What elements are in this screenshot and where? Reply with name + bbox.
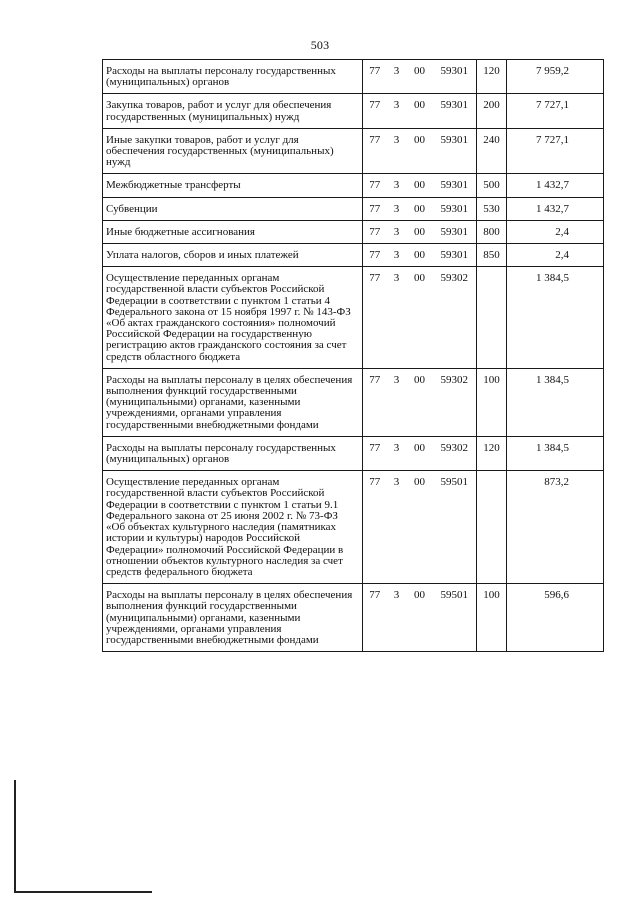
expense-type-code: 500 (477, 174, 507, 197)
section-code: 3 (387, 368, 407, 436)
expense-type-code: 100 (477, 368, 507, 436)
admin-code: 77 (363, 94, 387, 128)
target-item-code: 59302 (433, 368, 477, 436)
admin-code: 77 (363, 368, 387, 436)
expense-type-code: 120 (477, 60, 507, 94)
section-code: 3 (387, 267, 407, 369)
section-code: 3 (387, 94, 407, 128)
row-description: Осуществление переданных органам государственной власти субъектов Российской Федерации в соответствии с пунктом 1 статьи 4 Федерального закона от 15 ноября 1997 г. № 143-ФЗ «Об актах гражданского состояния» полномочий Российской Федерации на государственную регистрацию актов гражданского состояния за счет средств областного бюджета (103, 267, 363, 369)
target-item-code: 59501 (433, 471, 477, 584)
table-row (103, 174, 604, 197)
table-row (103, 128, 604, 174)
amount: 873,2 (507, 471, 604, 584)
row-description: Уплата налогов, сборов и иных платежей (103, 244, 363, 267)
amount: 1 384,5 (507, 368, 604, 436)
section-code: 3 (387, 174, 407, 197)
admin-code: 77 (363, 471, 387, 584)
admin-code: 77 (363, 128, 387, 174)
table-row (103, 60, 604, 94)
expense-type-code: 240 (477, 128, 507, 174)
table-row (103, 220, 604, 243)
row-description: Иные бюджетные ассигнования (103, 220, 363, 243)
section-code: 3 (387, 197, 407, 220)
subsection-code: 00 (407, 244, 433, 267)
expense-type-code: 800 (477, 220, 507, 243)
amount: 2,4 (507, 244, 604, 267)
expense-type-code: 120 (477, 436, 507, 470)
expense-type-code: 100 (477, 584, 507, 652)
amount: 1 432,7 (507, 197, 604, 220)
table-row (103, 267, 604, 369)
amount: 2,4 (507, 220, 604, 243)
binding-margin-line (14, 780, 16, 893)
admin-code: 77 (363, 220, 387, 243)
target-item-code: 59301 (433, 197, 477, 220)
table-row (103, 471, 604, 584)
section-code: 3 (387, 436, 407, 470)
target-item-code: 59501 (433, 584, 477, 652)
page-number: 503 (310, 38, 330, 52)
admin-code: 77 (363, 244, 387, 267)
admin-code: 77 (363, 60, 387, 94)
row-description: Межбюджетные трансферты (103, 174, 363, 197)
subsection-code: 00 (407, 94, 433, 128)
row-description: Иные закупки товаров, работ и услуг для обеспечения государственных (муниципальных) нужд (103, 128, 363, 174)
table-row (103, 244, 604, 267)
row-description: Закупка товаров, работ и услуг для обеспечения государственных (муниципальных) нужд (103, 94, 363, 128)
target-item-code: 59301 (433, 128, 477, 174)
row-description: Расходы на выплаты персоналу в целях обеспечения выполнения функций государственными (муниципальными) органами, казенными учреждениями, органами управления государственными внебюджетными фондами (103, 584, 363, 652)
target-item-code: 59301 (433, 60, 477, 94)
amount: 1 432,7 (507, 174, 604, 197)
section-code: 3 (387, 220, 407, 243)
expense-type-code: 530 (477, 197, 507, 220)
row-description: Расходы на выплаты персоналу государственных (муниципальных) органов (103, 60, 363, 94)
expense-type-code: 200 (477, 94, 507, 128)
admin-code: 77 (363, 436, 387, 470)
subsection-code: 00 (407, 471, 433, 584)
section-code: 3 (387, 60, 407, 94)
target-item-code: 59302 (433, 267, 477, 369)
expense-type-code (477, 267, 507, 369)
row-description: Субвенции (103, 197, 363, 220)
amount: 596,6 (507, 584, 604, 652)
row-description: Расходы на выплаты персоналу в целях обеспечения выполнения функций государственными (муниципальными) органами, казенными учреждениями, органами управления государственными внебюджетными фондами (103, 368, 363, 436)
amount: 1 384,5 (507, 436, 604, 470)
subsection-code: 00 (407, 368, 433, 436)
subsection-code: 00 (407, 584, 433, 652)
admin-code: 77 (363, 174, 387, 197)
table-row (103, 94, 604, 128)
section-code: 3 (387, 471, 407, 584)
admin-code: 77 (363, 197, 387, 220)
expense-type-code: 850 (477, 244, 507, 267)
target-item-code: 59301 (433, 174, 477, 197)
section-code: 3 (387, 584, 407, 652)
row-description: Расходы на выплаты персоналу государственных (муниципальных) органов (103, 436, 363, 470)
subsection-code: 00 (407, 436, 433, 470)
target-item-code: 59302 (433, 436, 477, 470)
target-item-code: 59301 (433, 94, 477, 128)
subsection-code: 00 (407, 60, 433, 94)
table-row (103, 584, 604, 652)
expense-type-code (477, 471, 507, 584)
table-row (103, 197, 604, 220)
subsection-code: 00 (407, 197, 433, 220)
section-code: 3 (387, 128, 407, 174)
admin-code: 77 (363, 584, 387, 652)
subsection-code: 00 (407, 267, 433, 369)
table-row (103, 368, 604, 436)
amount: 7 959,2 (507, 60, 604, 94)
table-row (103, 436, 604, 470)
amount: 1 384,5 (507, 267, 604, 369)
target-item-code: 59301 (433, 220, 477, 243)
amount: 7 727,1 (507, 128, 604, 174)
subsection-code: 00 (407, 174, 433, 197)
subsection-code: 00 (407, 220, 433, 243)
binding-margin-line-bottom (14, 891, 152, 893)
row-description: Осуществление переданных органам государственной власти субъектов Российской Федерации в соответствии с пунктом 1 статьи 9.1 Федерального закона от 25 июня 2002 г. № 73-ФЗ «Об объектах культурного наследия (памятниках истории и культуры) народов Российской Федерации» полномочий Российской Федерации в отношении объектов культурного наследия за счет средств федерального бюджета (103, 471, 363, 584)
budget-table (102, 59, 604, 652)
amount: 7 727,1 (507, 94, 604, 128)
section-code: 3 (387, 244, 407, 267)
subsection-code: 00 (407, 128, 433, 174)
admin-code: 77 (363, 267, 387, 369)
target-item-code: 59301 (433, 244, 477, 267)
